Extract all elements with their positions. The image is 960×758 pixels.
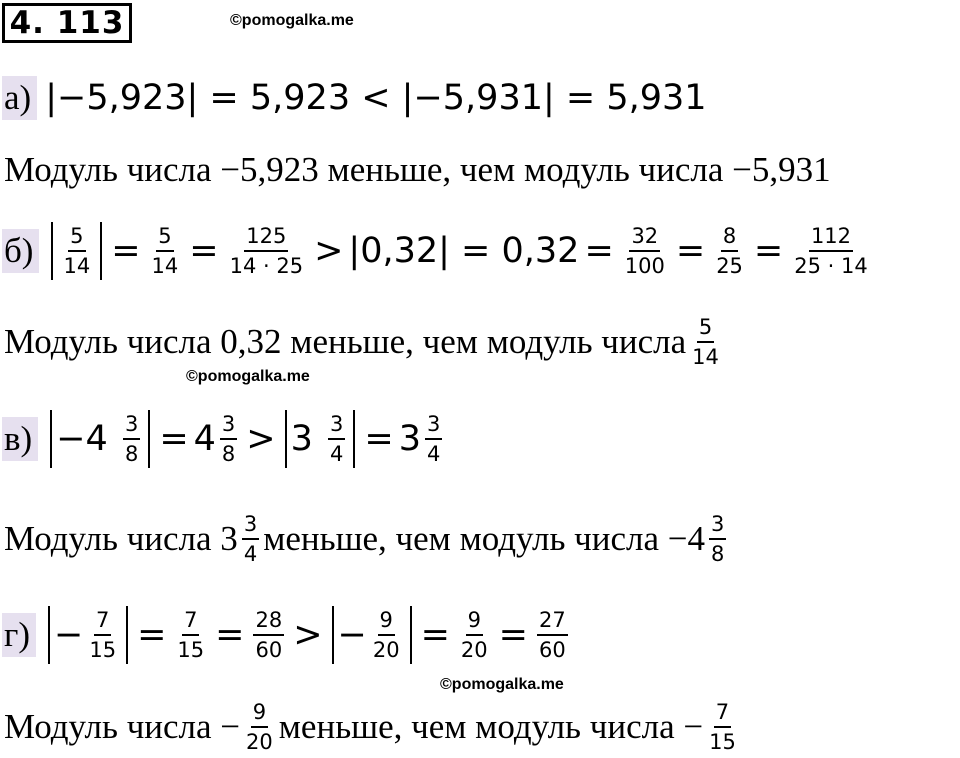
expr-a: |−5,923| = 5,923 < |−5,931| = 5,931: [45, 78, 707, 118]
fraction: $\frac{32}{100}$: [624, 224, 665, 278]
watermark-top: ©pomogalka.me: [230, 12, 354, 29]
fraction: $\frac{5}{14}$: [692, 315, 719, 369]
abs-bar: [332, 606, 334, 664]
abs-bar: [100, 222, 102, 280]
fraction: $\frac{8}{25}$: [716, 224, 743, 278]
line-v: в) −4 $\frac{3}{8}$ = 4 $\frac{3}{8}$ > 3 $\frac{3}{4}$ = 3 $\frac{3}{4}$: [4, 412, 441, 466]
abs-bar: [48, 606, 50, 664]
conclusion-b: Модуль числа 0,32 меньше, чем модуль числа $\frac{5}{14}$: [4, 315, 719, 369]
watermark-bottom: ©pomogalka.me: [440, 676, 564, 693]
line-a: [2, 76, 707, 120]
watermark-middle: ©pomogalka.me: [186, 368, 310, 385]
label-v: в): [2, 417, 38, 461]
conclusion-v: Модуль числа 3 $\frac{3}{4}$ меньше, чем модуль числа −4 $\frac{3}{8}$: [4, 512, 725, 566]
abs-bar: [285, 410, 287, 468]
label-a: а): [2, 76, 37, 120]
conclusion-a: Модуль числа −5,923 меньше, чем модуль числа −5,931: [4, 150, 831, 189]
abs-bar: [410, 606, 412, 664]
label-b: б): [2, 229, 39, 273]
abs-bar: [353, 410, 355, 468]
conclusion-g: Модуль числа − $\frac{9}{20}$ меньше, чем модуль числа − $\frac{7}{15}$: [4, 700, 736, 754]
line-b: б) $\frac{5}{14}$ = $\frac{5}{14}$ = $\frac{125}{14 \cdot 25}$ > |0,32| = 0,32 = $\frac{32}{100}$ = $\frac{8}{25}$ = $\frac{112}{25 \cdot 14}$: [4, 224, 868, 278]
label-g: г): [2, 613, 36, 657]
fraction: $\frac{5}{14}$: [63, 224, 91, 278]
abs-value: |0,32| = 0,32: [348, 231, 580, 271]
fraction: $\frac{5}{14}$: [151, 224, 179, 278]
abs-bar: [126, 606, 128, 664]
fraction: $\frac{125}{14 \cdot 25}$: [229, 224, 304, 278]
abs-bar: [51, 222, 53, 280]
abs-bar: [50, 410, 52, 468]
problem-number: 4. 113: [2, 3, 132, 43]
abs-bar: [148, 410, 150, 468]
line-g: г) − $\frac{7}{15}$ = $\frac{7}{15}$ = $\frac{28}{60}$ > − $\frac{9}{20}$ = $\frac{9}{20}$ = $\frac{27}{60}$: [4, 608, 566, 662]
fraction: $\frac{112}{25 \cdot 14}$: [794, 224, 868, 278]
